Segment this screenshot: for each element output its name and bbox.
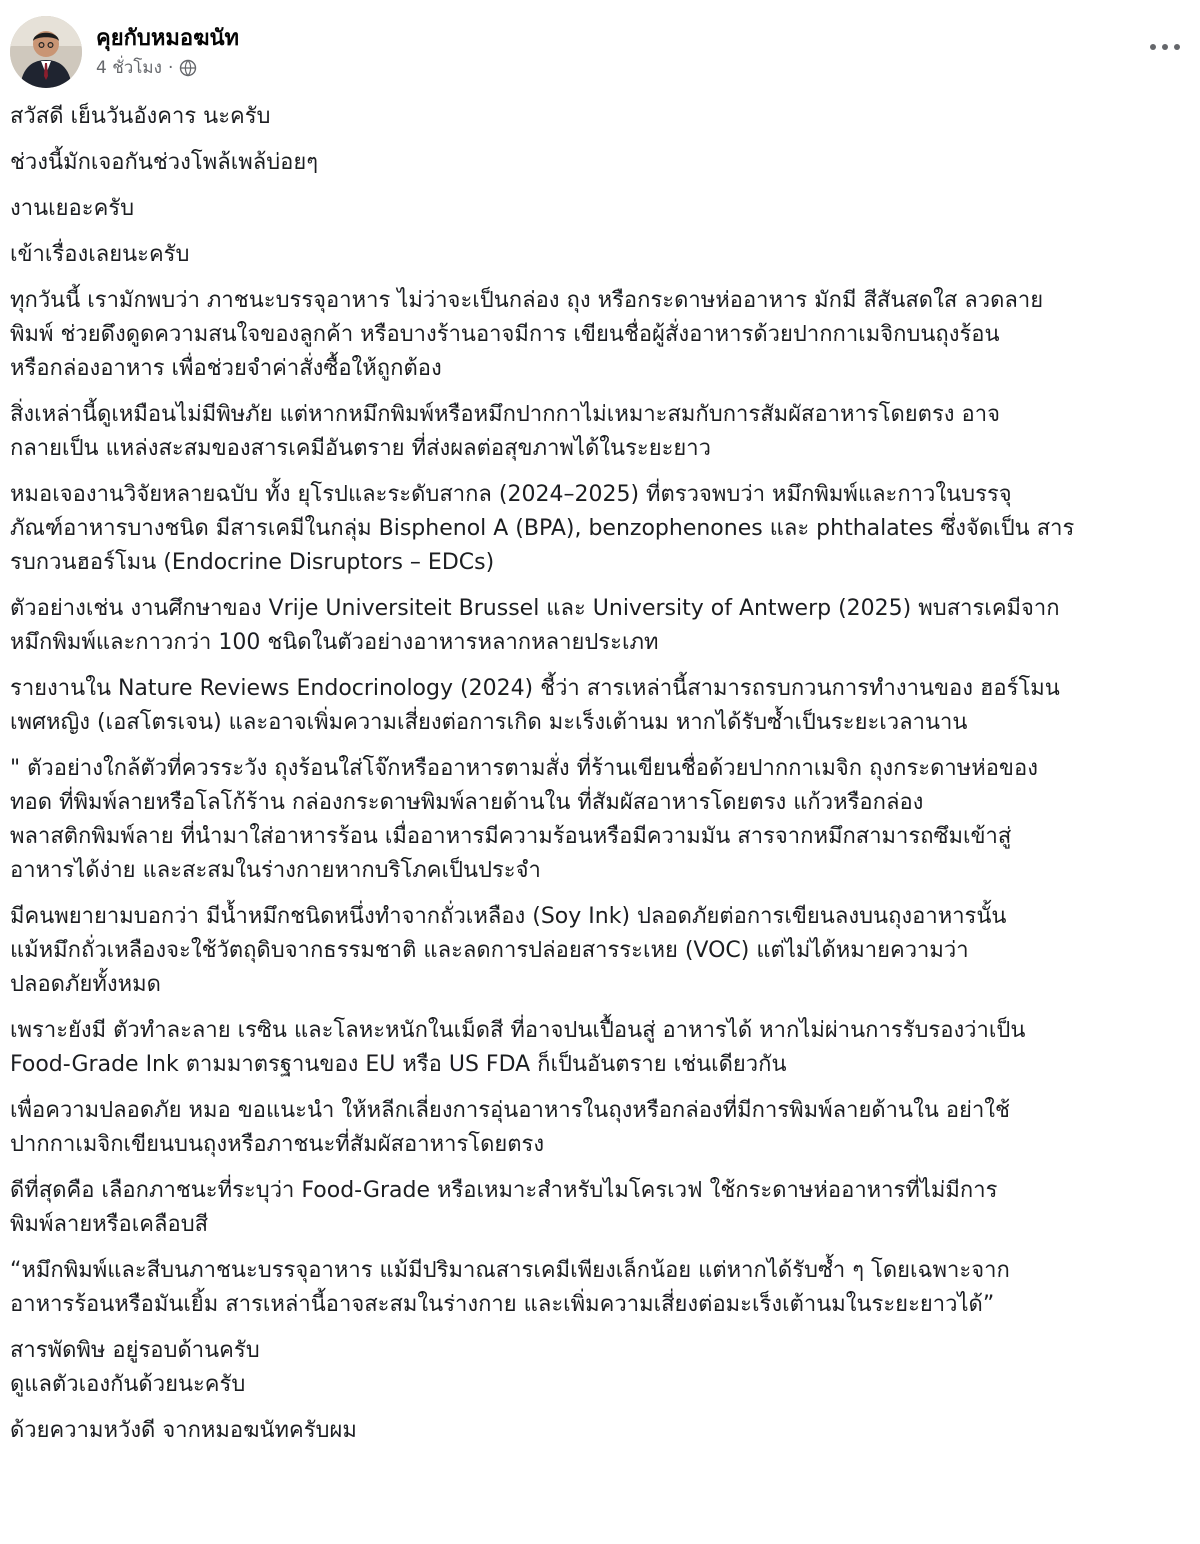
more-options-button[interactable] (1140, 32, 1190, 62)
post-paragraph: ช่วงนี้มักเจอกันช่วงโพล้เพล้บ่อยๆ (10, 150, 319, 175)
author-avatar[interactable] (10, 16, 82, 88)
post-paragraph: ตัวอย่างเช่น งานศึกษาของ Vrije Universiteit Brussel และ University of Antwerp (2025) พบสารเคมีจาก หมึกพิมพ์และกาวกว่า 100 ชนิดในตัวอย่างอาหารหลากหลายประเภท (10, 596, 1060, 655)
post-paragraph: “หมึกพิมพ์และสีบนภาชนะบรรจุอาหาร แม้มีปริมาณสารเคมีเพียงเล็กน้อย แต่หากได้รับซ้ำ ๆ โดยเฉพาะจาก อาหารร้อนหรือมันเยิ้ม สารเหล่านี้อาจสะสมในร่างกาย และเพิ่มความเสี่ยงต่อมะเร็งเต้านมในระยะยาวได้” (10, 1258, 1010, 1317)
doctor-profile-avatar-icon (10, 16, 82, 88)
post-paragraph: เพราะยังมี ตัวทำละลาย เรซิน และโลหะหนักในเม็ดสี ที่อาจปนเปื้อนสู่ อาหารได้ หากไม่ผ่านการรับรองว่าเป็น Food-Grade Ink ตามมาตรฐานของ EU หรือ US FDA ก็เป็นอันตราย เช่นเดียวกัน (10, 1018, 1026, 1077)
post-paragraph: เพื่อความปลอดภัย หมอ ขอแนะนำ ให้หลีกเลี่ยงการอุ่นอาหารในถุงหรือกล่องที่มีการพิมพ์ลายด้านใน อย่าใช้ ปากกาเมจิกเขียนบนถุงหรือภาชนะที่สัมผัสอาหารโดยตรง (10, 1098, 1010, 1157)
post-paragraph: งานเยอะครับ (10, 196, 135, 221)
author-name[interactable]: คุยกับหมอฆนัท (96, 26, 239, 51)
post-paragraph: สวัสดี เย็นวันอังคาร นะครับ (10, 104, 271, 129)
post-paragraph: ทุกวันนี้ เรามักพบว่า ภาชนะบรรจุอาหาร ไม่ว่าจะเป็นกล่อง ถุง หรือกระดาษห่ออาหาร มักมี สีสันสดใส ลวดลาย พิมพ์ ช่วยดึงดูดความสนใจของลูกค้า หรือบางร้านอาจมีการ เขียนชื่อผู้สั่งอาหารด้วยปากกาเมจิกบนถุงร้อน หรือกล่องอาหาร เพื่อช่วยจำค่าสั่งซื้อให้ถูกต้อง (10, 288, 1044, 381)
post-paragraph: เข้าเรื่องเลยนะครับ (10, 242, 190, 267)
post-paragraph: ด้วยความหวังดี จากหมอฆนัทครับผม (10, 1418, 357, 1443)
globe-icon[interactable] (179, 59, 197, 77)
post-paragraph: รายงานใน Nature Reviews Endocrinology (2024) ชี้ว่า สารเหล่านี้สามารถรบกวนการทำงานของ ฮอร์โมน เพศหญิง (เอสโตรเจน) และอาจเพิ่มความเสี่ยงต่อการเกิด มะเร็งเต้านม หากได้รับซ้ำเป็นระยะเวลานาน (10, 676, 1060, 735)
post-paragraph: สิ่งเหล่านี้ดูเหมือนไม่มีพิษภัย แต่หากหมึกพิมพ์หรือหมึกปากกาไม่เหมาะสมกับการสัมผัสอาหารโดยตรง อาจ กลายเป็น แหล่งสะสมของสารเคมีอันตราย ที่ส่งผลต่อสุขภาพได้ในระยะยาว (10, 402, 1000, 461)
more-dot (1162, 44, 1168, 50)
post-time[interactable]: 4 ชั่วโมง (96, 58, 162, 78)
post-body (10, 100, 1190, 1460)
post-paragraph: ดีที่สุดคือ เลือกภาชนะที่ระบุว่า Food-Grade หรือเหมาะสำหรับไมโครเวฟ ใช้กระดาษห่ออาหารที่ไม่มีการ พิมพ์ลายหรือเคลือบสี (10, 1178, 998, 1237)
post-paragraph: " ตัวอย่างใกล้ตัวที่ควรระวัง ถุงร้อนใส่โจ๊กหรืออาหารตามสั่ง ที่ร้านเขียนชื่อด้วยปากกาเมจิก ถุงกระดาษห่อของ ทอด ที่พิมพ์ลายหรือโลโก้ร้าน กล่องกระดาษพิมพ์ลายด้านใน ที่สัมผัสอาหารโดยตรง แก้วหรือกล่อง พลาสติกพิมพ์ลาย ที่นำมาใส่อาหารร้อน เมื่ออาหารมีความร้อนหรือมีความมัน สารจากหมึกสามารถซึมเข้าสู่ อาหารได้ง่าย และสะสมในร่างกายหากบริโภคเป็นประจำ (10, 756, 1038, 883)
post-header (10, 12, 1190, 92)
more-dot (1174, 44, 1180, 50)
more-dot (1150, 44, 1156, 50)
post-paragraph: มีคนพยายามบอกว่า มีน้ำหมึกชนิดหนึ่งทำจากถั่วเหลือง (Soy Ink) ปลอดภัยต่อการเขียนลงบนถุงอาหารนั้น แม้หมึกถั่วเหลืองจะใช้วัตถุดิบจากธรรมชาติ และลดการปล่อยสารระเหย (VOC) แต่ไม่ได้หมายความว่า ปลอดภัยทั้งหมด (10, 904, 1007, 997)
post-paragraph: สารพัดพิษ อยู่รอบด้านครับ ดูแลตัวเองกันด้วยนะครับ (10, 1338, 260, 1397)
post-meta (96, 54, 197, 81)
meta-separator: · (167, 57, 174, 78)
post-paragraph: หมอเจองานวิจัยหลายฉบับ ทั้ง ยุโรปและระดับสากล (2024–2025) ที่ตรวจพบว่า หมึกพิมพ์และกาวในบรรจุ ภัณฑ์อาหารบางชนิด มีสารเคมีในกลุ่ม Bisphenol A (BPA), benzophenones และ phthalates ซึ่งจัดเป็น สาร รบกวนฮอร์โมน (Endocrine Disruptors – EDCs) (10, 482, 1075, 575)
